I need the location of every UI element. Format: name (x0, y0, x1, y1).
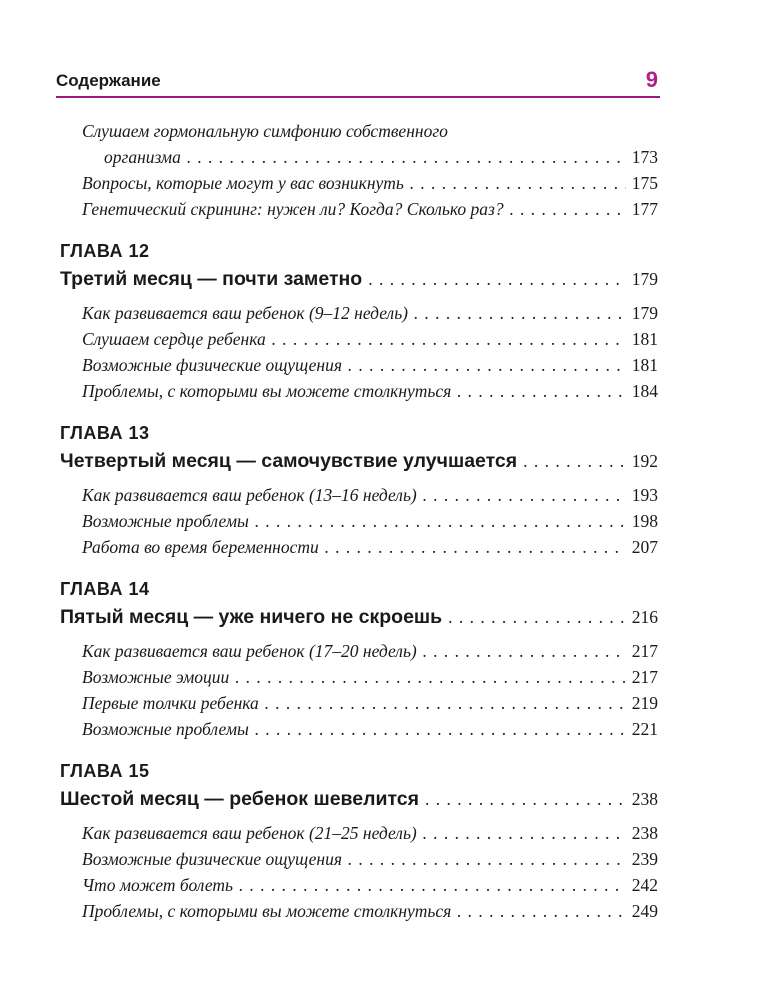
toc-entry-title: Первые толчки ребенка (82, 693, 259, 713)
chapter-label: ГЛАВА 14 (60, 579, 150, 599)
toc-entry[interactable] (60, 638, 658, 664)
toc-entry-title: Возможные проблемы (82, 511, 249, 531)
toc-entry-title: Возможные физические ощущения (82, 849, 342, 869)
leader-dots (510, 196, 626, 222)
toc-entry-line1[interactable]: Слушаем гормональную симфонию собственного (82, 121, 448, 141)
toc-entry-page: 175 (631, 173, 658, 193)
toc-entry[interactable] (60, 664, 658, 690)
toc-entry-page: 179 (631, 303, 658, 323)
leader-dots (368, 264, 626, 294)
toc-entry-title: Что может болеть (82, 875, 233, 895)
leader-dots (457, 378, 625, 404)
leader-dots (348, 846, 626, 872)
chapter-page: 192 (631, 451, 658, 471)
toc-entry-page: 198 (631, 511, 658, 531)
toc-entry-title: Слушаем сердце ребенка (82, 329, 266, 349)
toc-entry-title: организма (104, 147, 181, 167)
toc-entry-page: 217 (631, 667, 658, 687)
toc-entry[interactable] (60, 690, 658, 716)
leader-dots (425, 784, 626, 814)
toc-entry[interactable] (60, 144, 658, 170)
running-header (56, 66, 660, 98)
toc-entry-title: Возможные проблемы (82, 719, 249, 739)
leader-dots (410, 170, 626, 196)
toc-entry-title: Как развивается ваш ребенок (13–16 недель) (82, 485, 417, 505)
leader-dots (423, 820, 626, 846)
toc-entry-page: 207 (631, 537, 658, 557)
toc-entry-title: Генетический скрининг: нужен ли? Когда? Сколько раз? (82, 199, 504, 219)
toc-entry-page: 238 (631, 823, 658, 843)
chapter-label: ГЛАВА 13 (60, 423, 150, 443)
intro-entries (60, 118, 658, 222)
toc-entry-page: 242 (631, 875, 658, 895)
leader-dots (348, 352, 626, 378)
chapter-block (60, 576, 658, 742)
toc-entry[interactable] (60, 872, 658, 898)
toc-entry-page: 193 (631, 485, 658, 505)
toc-entry-page: 221 (631, 719, 658, 739)
chapter-title: Шестой месяц — ребенок шевелится (60, 788, 420, 810)
toc-entry-page: 239 (631, 849, 658, 869)
chapter-block (60, 420, 658, 560)
toc-entry[interactable] (60, 846, 658, 872)
toc-entry-page: 173 (631, 147, 658, 167)
leader-dots (448, 602, 626, 632)
leader-dots (239, 872, 626, 898)
leader-dots (423, 482, 626, 508)
leader-dots (272, 326, 626, 352)
chapter-label: ГЛАВА 15 (60, 761, 150, 781)
toc-entry[interactable] (60, 352, 658, 378)
toc-entry[interactable] (60, 482, 658, 508)
leader-dots (187, 144, 626, 170)
chapter-page: 238 (631, 789, 658, 809)
leader-dots (423, 638, 626, 664)
leader-dots (523, 446, 626, 476)
leader-dots (325, 534, 626, 560)
toc-entry[interactable] (60, 326, 658, 352)
toc-entry-page: 217 (631, 641, 658, 661)
chapter-label: ГЛАВА 12 (60, 241, 150, 261)
chapter-block (60, 758, 658, 924)
toc-entry[interactable] (60, 716, 658, 742)
toc-entry-page: 219 (631, 693, 658, 713)
chapter-title-entry[interactable] (60, 264, 658, 294)
chapter-block (60, 238, 658, 404)
chapter-title-entry[interactable] (60, 446, 658, 476)
toc-entry[interactable] (60, 898, 658, 924)
toc-entry[interactable] (60, 196, 658, 222)
toc-entry[interactable] (60, 534, 658, 560)
leader-dots (414, 300, 626, 326)
toc-entry[interactable] (60, 170, 658, 196)
toc-entry-page: 181 (631, 355, 658, 375)
toc-entry-page: 184 (631, 381, 658, 401)
leader-dots (265, 690, 626, 716)
header-title: Содержание (56, 71, 161, 90)
toc-entry-page: 249 (631, 901, 658, 921)
chapter-title: Третий месяц — почти заметно (60, 268, 363, 290)
toc-entry[interactable] (60, 300, 658, 326)
toc-entry[interactable] (60, 820, 658, 846)
chapter-page: 216 (631, 607, 658, 627)
toc-entry-title: Как развивается ваш ребенок (17–20 недель) (82, 641, 417, 661)
header-page-number: 9 (645, 67, 658, 92)
chapter-title-entry[interactable] (60, 602, 658, 632)
toc-entry-title: Работа во время беременности (82, 537, 319, 557)
toc-entry-title: Вопросы, которые могут у вас возникнуть (82, 173, 404, 193)
chapter-title: Четвертый месяц — самочувствие улучшается (60, 450, 518, 472)
chapter-page: 179 (631, 269, 658, 289)
toc-entry-title: Как развивается ваш ребенок (21–25 недель) (82, 823, 417, 843)
chapter-title: Пятый месяц — уже ничего не скроешь (60, 606, 443, 628)
leader-dots (457, 898, 625, 924)
toc-entry-page: 181 (631, 329, 658, 349)
toc-entry-title: Проблемы, с которыми вы можете столкнуться (82, 901, 452, 921)
chapter-title-entry[interactable] (60, 784, 658, 814)
toc-entry-title: Возможные эмоции (82, 667, 230, 687)
table-of-contents (60, 118, 658, 924)
toc-entry[interactable] (60, 378, 658, 404)
toc-entry[interactable] (60, 508, 658, 534)
toc-entry-title: Как развивается ваш ребенок (9–12 недель) (82, 303, 408, 323)
leader-dots (235, 664, 625, 690)
toc-entry-title: Возможные физические ощущения (82, 355, 342, 375)
leader-dots (255, 508, 626, 534)
toc-entry-page: 177 (631, 199, 658, 219)
leader-dots (255, 716, 626, 742)
toc-entry-title: Проблемы, с которыми вы можете столкнуться (82, 381, 452, 401)
